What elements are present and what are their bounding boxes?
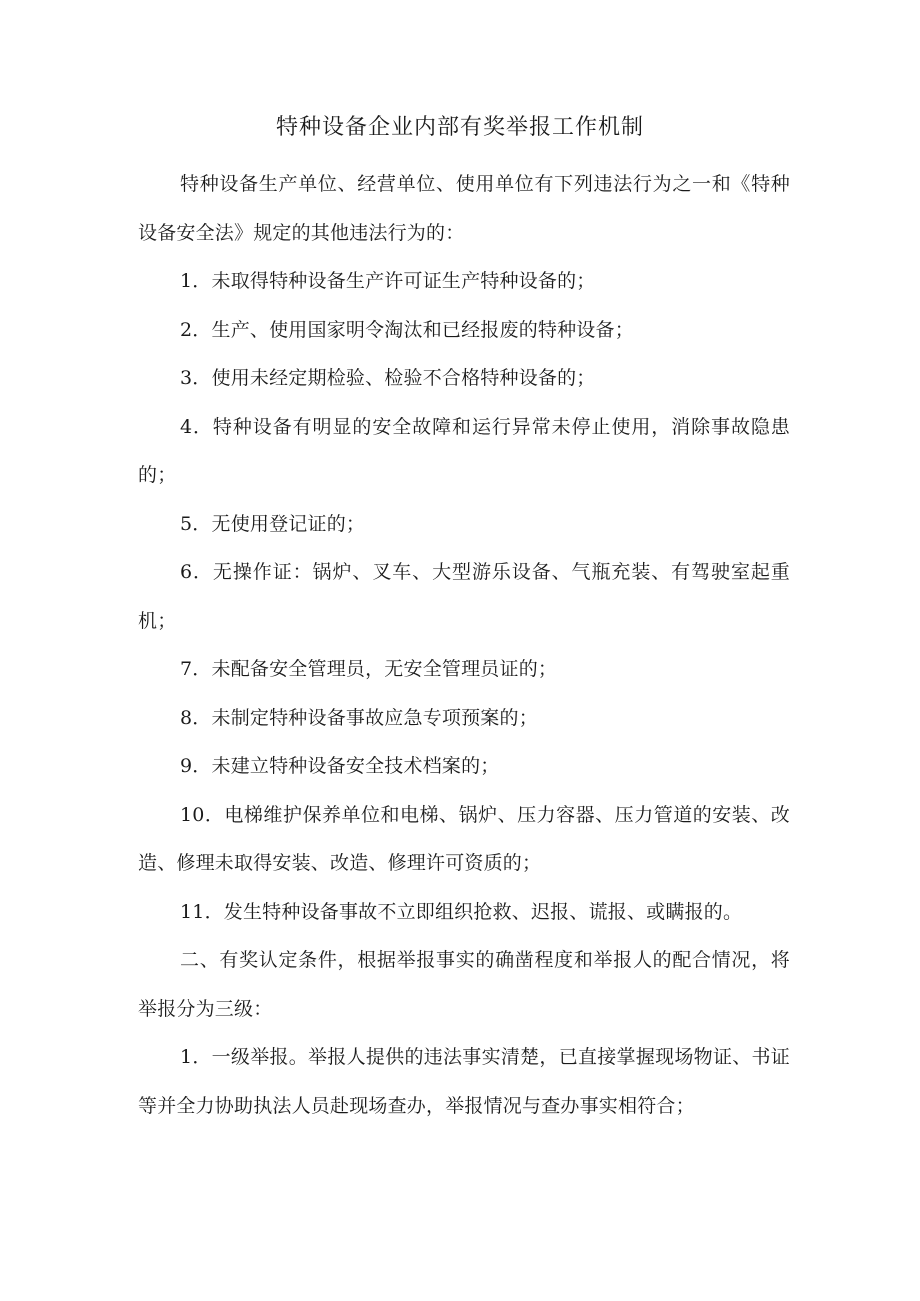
intro-paragraph: 特种设备生产单位、经营单位、使用单位有下列违法行为之一和《特种设备安全法》规定的其他违法行为的： [138,173,790,244]
section-two-heading: 二、有奖认定条件，根据举报事实的确凿程度和举报人的配合情况，将举报分为三级： [138,949,790,1020]
document-body [138,160,790,1130]
list-item-2: 2．生产、使用国家明令淘汰和已经报废的特种设备； [180,318,634,341]
list-item-7: 7．未配备安全管理员，无安全管理员证的； [180,658,558,680]
list-item-9: 9．未建立特种设备安全技术档案的； [180,755,500,777]
list-item-11: 11．发生特种设备事故不立即组织抢救、迟报、谎报、或瞒报的。 [180,900,743,923]
list-item-3: 3．使用未经定期检验、检验不合格特种设备的； [180,367,596,389]
list-item-10: 10．电梯维护保养单位和电梯、锅炉、压力容器、压力管道的安装、改造、修理未取得安装、改造、修理许可资质的； [138,803,790,874]
list-item-6: 6．无操作证：锅炉、叉车、大型游乐设备、气瓶充装、有驾驶室起重机； [138,561,790,632]
list-item-1: 1．未取得特种设备生产许可证生产特种设备的； [180,270,596,292]
level-one-report: 1．一级举报。举报人提供的违法事实清楚，已直接掌握现场物证、书证等并全力协助执法人员赴现场查办，举报情况与查办事实相符合； [138,1046,790,1117]
document-title: 特种设备企业内部有奖举报工作机制 [275,115,644,140]
list-item-5: 5．无使用登记证的； [180,512,366,535]
list-item-8: 8．未制定特种设备事故应急专项预案的； [180,706,538,729]
list-item-4: 4．特种设备有明显的安全故障和运行异常未停止使用，消除事故隐患的； [138,415,790,486]
